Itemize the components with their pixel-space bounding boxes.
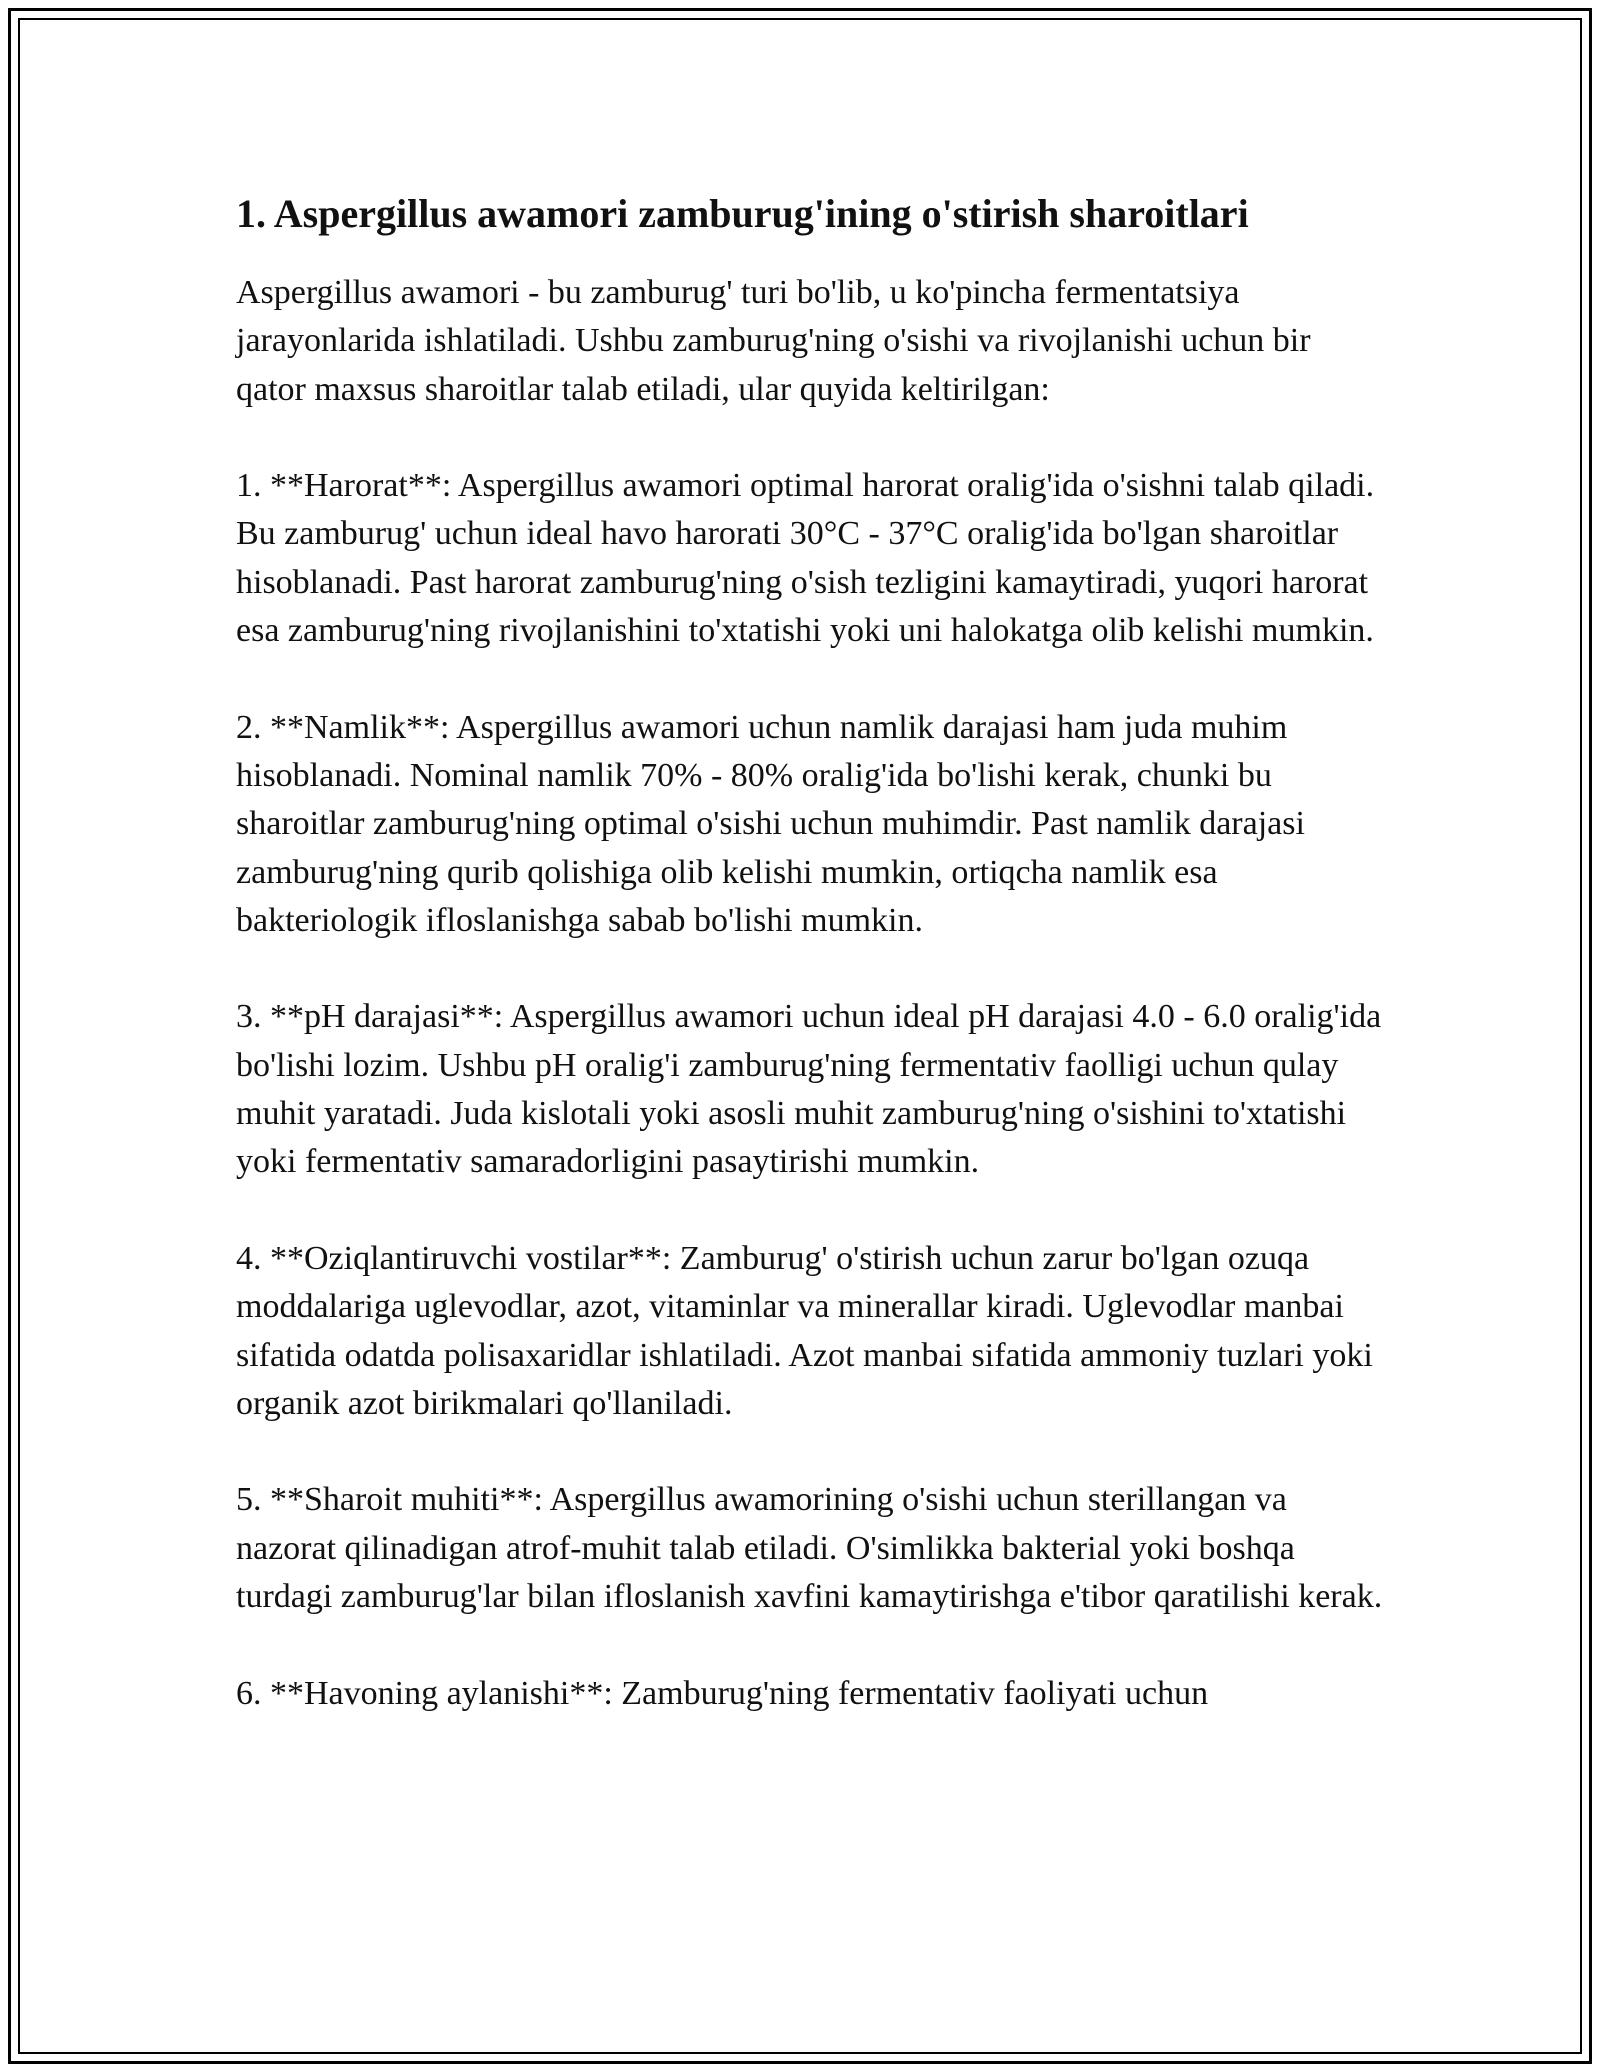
paragraph-havoning-aylanishi: 6. **Havoning aylanishi**: Zamburug'ning fermentativ faoliyati uchun: [236, 1674, 1209, 1712]
paragraph-oziqlantiruvchi-vostilar: 4. **Oziqlantiruvchi vostilar**: Zamburug' o'stirish uchun zarur bo'lgan ozuqa moddalariga uglevodlar, azot, vitaminlar va minerallar kiradi. Uglevodlar manbai sifatida odatda polisaxaridlar ishlatiladi. Azot manbai sifatida ammoniy tuzlari yoki organik azot birikmalari qo'llaniladi.: [236, 1239, 1373, 1422]
paragraph-sharoit-muhiti: 5. **Sharoit muhiti**: Aspergillus awamorining o'sishi uchun sterillangan va nazorat qilinadigan atrof-muhit talab etiladi. O'simlikka bakterial yoki boshqa turdagi zamburug'lar bilan ifloslanish xavfini kamaytirishga e'tibor qaratilishi kerak.: [236, 1481, 1383, 1616]
intro-paragraph: Aspergillus awamori - bu zamburug' turi bo'lib, u ko'pincha fermentatsiya jarayonlarida ishlatiladi. Ushbu zamburug'ning o'sishi va rivojlanishi uchun bir qator maxsus sharoitlar talab etiladi, ular quyida keltirilgan:: [236, 274, 1311, 408]
paragraph-ph-darajasi: 3. **pH darajasi**: Aspergillus awamori uchun ideal pH darajasi 4.0 - 6.0 oralig'ida bo'lishi lozim. Ushbu pH oralig'i zamburug'ning fermentativ faolligi uchun qulay muhit yaratadi. Juda kislotali yoki asosli muhit zamburug'ning o'sishini to'xtatishi yoki fermentativ samaradorligini pasaytirishi mumkin.: [236, 998, 1382, 1181]
paragraph-harorat: 1. **Harorat**: Aspergillus awamori optimal harorat oralig'ida o'sishni talab qiladi. Bu zamburug' uchun ideal havo harorati 30°C - 37°C oralig'ida bo'lgan sharoitlar hisoblanadi. Past harorat zamburug'ning o'sish tezligini kamaytiradi, yuqori harorat esa zamburug'ning rivojlanishini to'xtatishi yoki uni halokatga olib kelishi mumkin.: [236, 467, 1375, 650]
paragraph-namlik: 2. **Namlik**: Aspergillus awamori uchun namlik darajasi ham juda muhim hisoblanadi. Nominal namlik 70% - 80% oralig'ida bo'lishi kerak, chunki bu sharoitlar zamburug'ning optimal o'sishi uchun muhimdir. Past namlik darajasi zamburug'ning qurib qolishiga olib kelishi mumkin, ortiqcha namlik esa bakteriologik ifloslanishga sabab bo'lishi mumkin.: [236, 708, 1305, 939]
document-title: 1. Aspergillus awamori zamburug'ining o'stirish sharoitlari: [236, 191, 1249, 236]
document-body: [236, 185, 1386, 1766]
